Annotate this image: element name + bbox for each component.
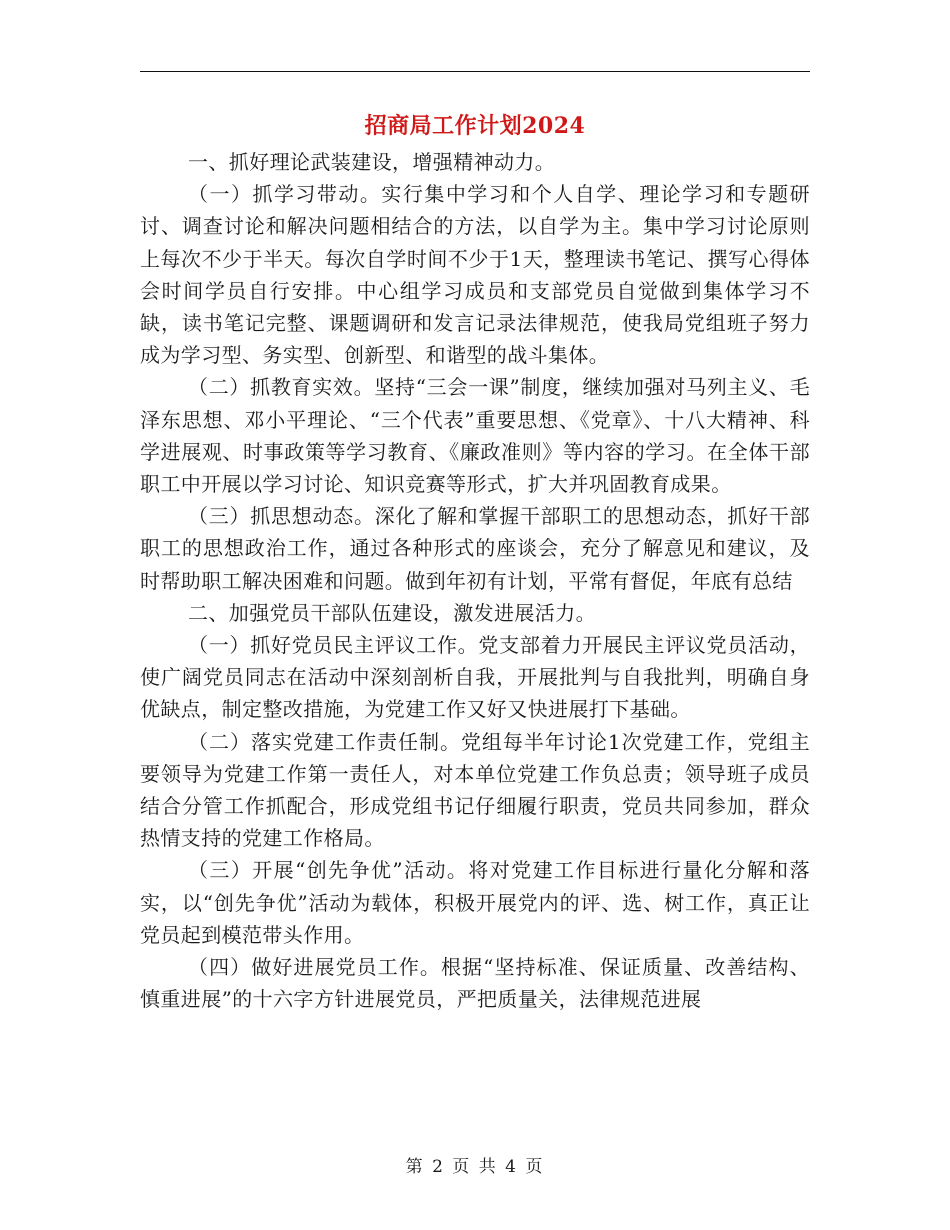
paragraph-study-drive: （一）抓学习带动。实行集中学习和个人自学、理论学习和专题研讨、调查讨论和解决问题相结合的方法，以自学为主。集中学习讨论原则上每次不少于半天。每次自学时间不少于1天，整理读书笔记、撰写心得体会时间学员自行安排。中心组学习成员和支部党员自觉做到集体学习不缺，读书笔记完整、课题调研和发言记录法律规范，使我局党组班子努力成为学习型、务实型、创新型、和谐型的战斗集体。: [140, 182, 810, 368]
paragraph-excellence-activity: （三）开展“创先争优”活动。将对党建工作目标进行量化分解和落实，以“创先争优”活动为载体，积极开展党内的评、选、树工作，真正让党员起到模范带头作用。: [140, 858, 810, 947]
section-heading-2: 二、加强党员干部队伍建设，激发进展活力。: [188, 600, 596, 625]
paragraph-ideological-trends: （三）抓思想动态。深化了解和掌握干部职工的思想动态，抓好干部职工的思想政治工作，通过各种形式的座谈会，充分了解意见和建议，及时帮助职工解决困难和问题。做到年初有计划，平常有督促，年底有总结: [140, 504, 810, 593]
header-rule: [140, 71, 810, 72]
paragraph-responsibility-system: （二）落实党建工作责任制。党组每半年讨论1次党建工作，党组主要领导为党建工作第一责任人，对本单位党建工作负总责；领导班子成员结合分管工作抓配合，形成党组书记仔细履行职责，党员共同参加，群众热情支持的党建工作格局。: [140, 729, 810, 851]
paragraph-member-development: （四）做好进展党员工作。根据“坚持标准、保证质量、改善结构、慎重进展”的十六字方针进展党员，严把质量关，法律规范进展: [140, 955, 810, 1012]
document-body: [140, 146, 810, 1015]
page-number-footer: 第 2 页 共 4 页: [405, 1157, 545, 1177]
paragraph-democratic-evaluation: （一）抓好党员民主评议工作。党支部着力开展民主评议党员活动，使广阔党员同志在活动中深刻剖析自我，开展批判与自我批判，明确自身优缺点，制定整改措施，为党建工作又好又快进展打下基础。: [140, 633, 810, 722]
paragraph-education-effect: （二）抓教育实效。坚持“三会一课”制度，继续加强对马列主义、毛泽东思想、邓小平理论、“三个代表”重要思想、《党章》、十八大精神、科学进展观、时事政策等学习教育、《廉政准则》等内容的学习。在全体干部职工中开展以学习讨论、知识竞赛等形式，扩大并巩固教育成果。: [140, 375, 810, 497]
document-title: 招商局工作计划2024: [364, 113, 586, 139]
section-heading-1: 一、抓好理论武装建设，增强精神动力。: [188, 150, 556, 174]
